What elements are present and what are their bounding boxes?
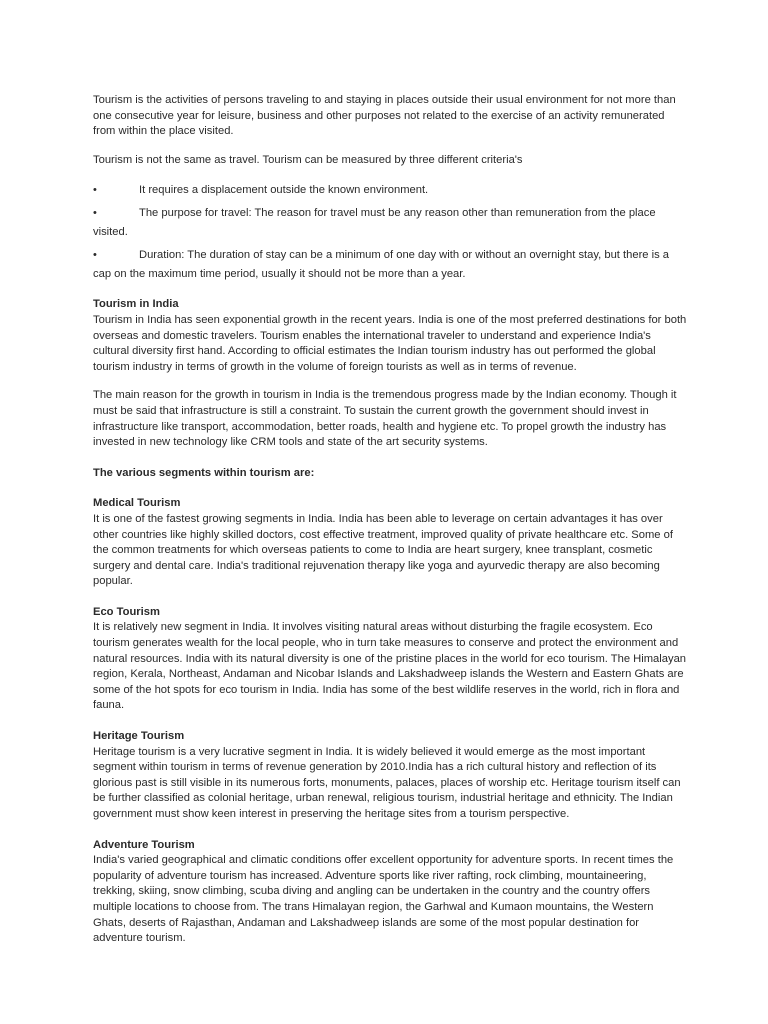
intro-paragraph-1: Tourism is the activities of persons traveling to and staying in places outside their usual environment for not more than one consecutive year for leisure, business and other purposes not related to the exercise of an activity remunerated from within the place visited.: [93, 94, 676, 138]
section-heading: Adventure Tourism: [93, 838, 195, 851]
criteria-bullet-list: [93, 181, 687, 284]
bullet-icon: •: [93, 249, 97, 262]
section-heritage-tourism: [93, 729, 687, 823]
bullet-text: The purpose for travel: The reason for travel must be any reason other than remuneration from the place visited.: [93, 207, 656, 239]
section-heading: Medical Tourism: [93, 497, 181, 510]
bullet-text: It requires a displacement outside the known environment.: [139, 184, 429, 197]
document-page: [93, 93, 687, 962]
section-paragraph: It is relatively new segment in India. It involves visiting natural areas without disturbing the fragile ecosystem. Eco tourism generates wealth for the local people, who in turn take measures to conserve and protect the environment and natural resources. India with its natural diversity is one of the pristine places in the world for eco tourism. The Himalayan region, Kerala, Northeast, Andaman and Nicobar Islands and Lakshadweep islands the Western and Eastern Ghats are some of the hot spots for eco tourism in India. India has some of the best wildlife reserves in the world, rich in flora and fauna.: [93, 621, 687, 712]
segments-heading-block: [93, 466, 687, 482]
bullet-item: [93, 246, 687, 284]
bullet-item: [93, 204, 687, 242]
section-tourism-in-india: [93, 297, 687, 450]
section-paragraph: India's varied geographical and climatic conditions offer excellent opportunity for adventure sports. In recent times the popularity of adventure tourism has increased. Adventure sports like river rafting, rock climbing, mountaineering, trekking, skiing, snow climbing, scuba diving and angling can be undertaken in the country and the country offers multiple locations to choose from. The trans Himalayan region, the Garhwal and Kumaon mountains, the Western Ghats, deserts of Rajasthan, Andaman and Lakshadweep islands are some of the most popular destination for adventure tourism.: [93, 854, 674, 945]
bullet-icon: •: [93, 184, 97, 197]
bullet-item: [93, 181, 687, 200]
section-heading: Heritage Tourism: [93, 730, 185, 743]
segments-heading: The various segments within tourism are:: [93, 466, 315, 479]
intro-paragraph-2: Tourism is not the same as travel. Tourism can be measured by three different criteria's: [93, 153, 523, 166]
section-heading: Eco Tourism: [93, 605, 160, 618]
section-paragraph: The main reason for the growth in tourism in India is the tremendous progress made by the Indian economy. Though it must be said that infrastructure is still a constraint. To sustain the current growth the government should invest in infrastructure like transport, accommodation, better roads, health and hygiene etc. To propel growth the industry has invested in new technology like CRM tools and state of the art security systems.: [93, 389, 677, 449]
section-adventure-tourism: [93, 838, 687, 947]
section-paragraph: It is one of the fastest growing segments in India. India has been able to leverage on certain advantages it has over other countries like highly skilled doctors, cost effective treatment, improved quality of private healthcare etc. Some of the common treatments for which overseas patients to come to India are heart surgery, knee transplant, cosmetic surgery and dental care. India's traditional rejuvenation therapy like yoga and ayurvedic therapy are also becoming popular.: [93, 512, 673, 588]
section-paragraph: Heritage tourism is a very lucrative segment in India. It is widely believed it would emerge as the most important segment within tourism in terms of revenue generation by 2010.India has a rich cultural history and reflection of its glorious past is still visible in its numerous forts, monuments, palaces, places of worship etc. Heritage tourism itself can be further classified as colonial heritage, urban renewal, religious tourism, industrial heritage and ethnicity. The Indian government must show keen interest in preserving the heritage sites from a tourism perspective.: [93, 745, 681, 820]
bullet-icon: •: [93, 207, 97, 220]
bullet-text: Duration: The duration of stay can be a minimum of one day with or without an overnight stay, but there is a cap on the maximum time period, usually it should not be more than a year.: [93, 249, 670, 281]
section-medical-tourism: [93, 496, 687, 590]
section-eco-tourism: [93, 605, 687, 714]
section-paragraph: Tourism in India has seen exponential growth in the recent years. India is one of the most preferred destinations for both overseas and domestic travelers. Tourism enables the international traveler to understand and experience India's cultural diversity first hand. According to official estimates the Indian tourism industry has out performed the global tourism industry in terms of growth in the volume of foreign tourists as well as in terms of revenue.: [93, 313, 687, 373]
section-heading: Tourism in India: [93, 298, 179, 311]
